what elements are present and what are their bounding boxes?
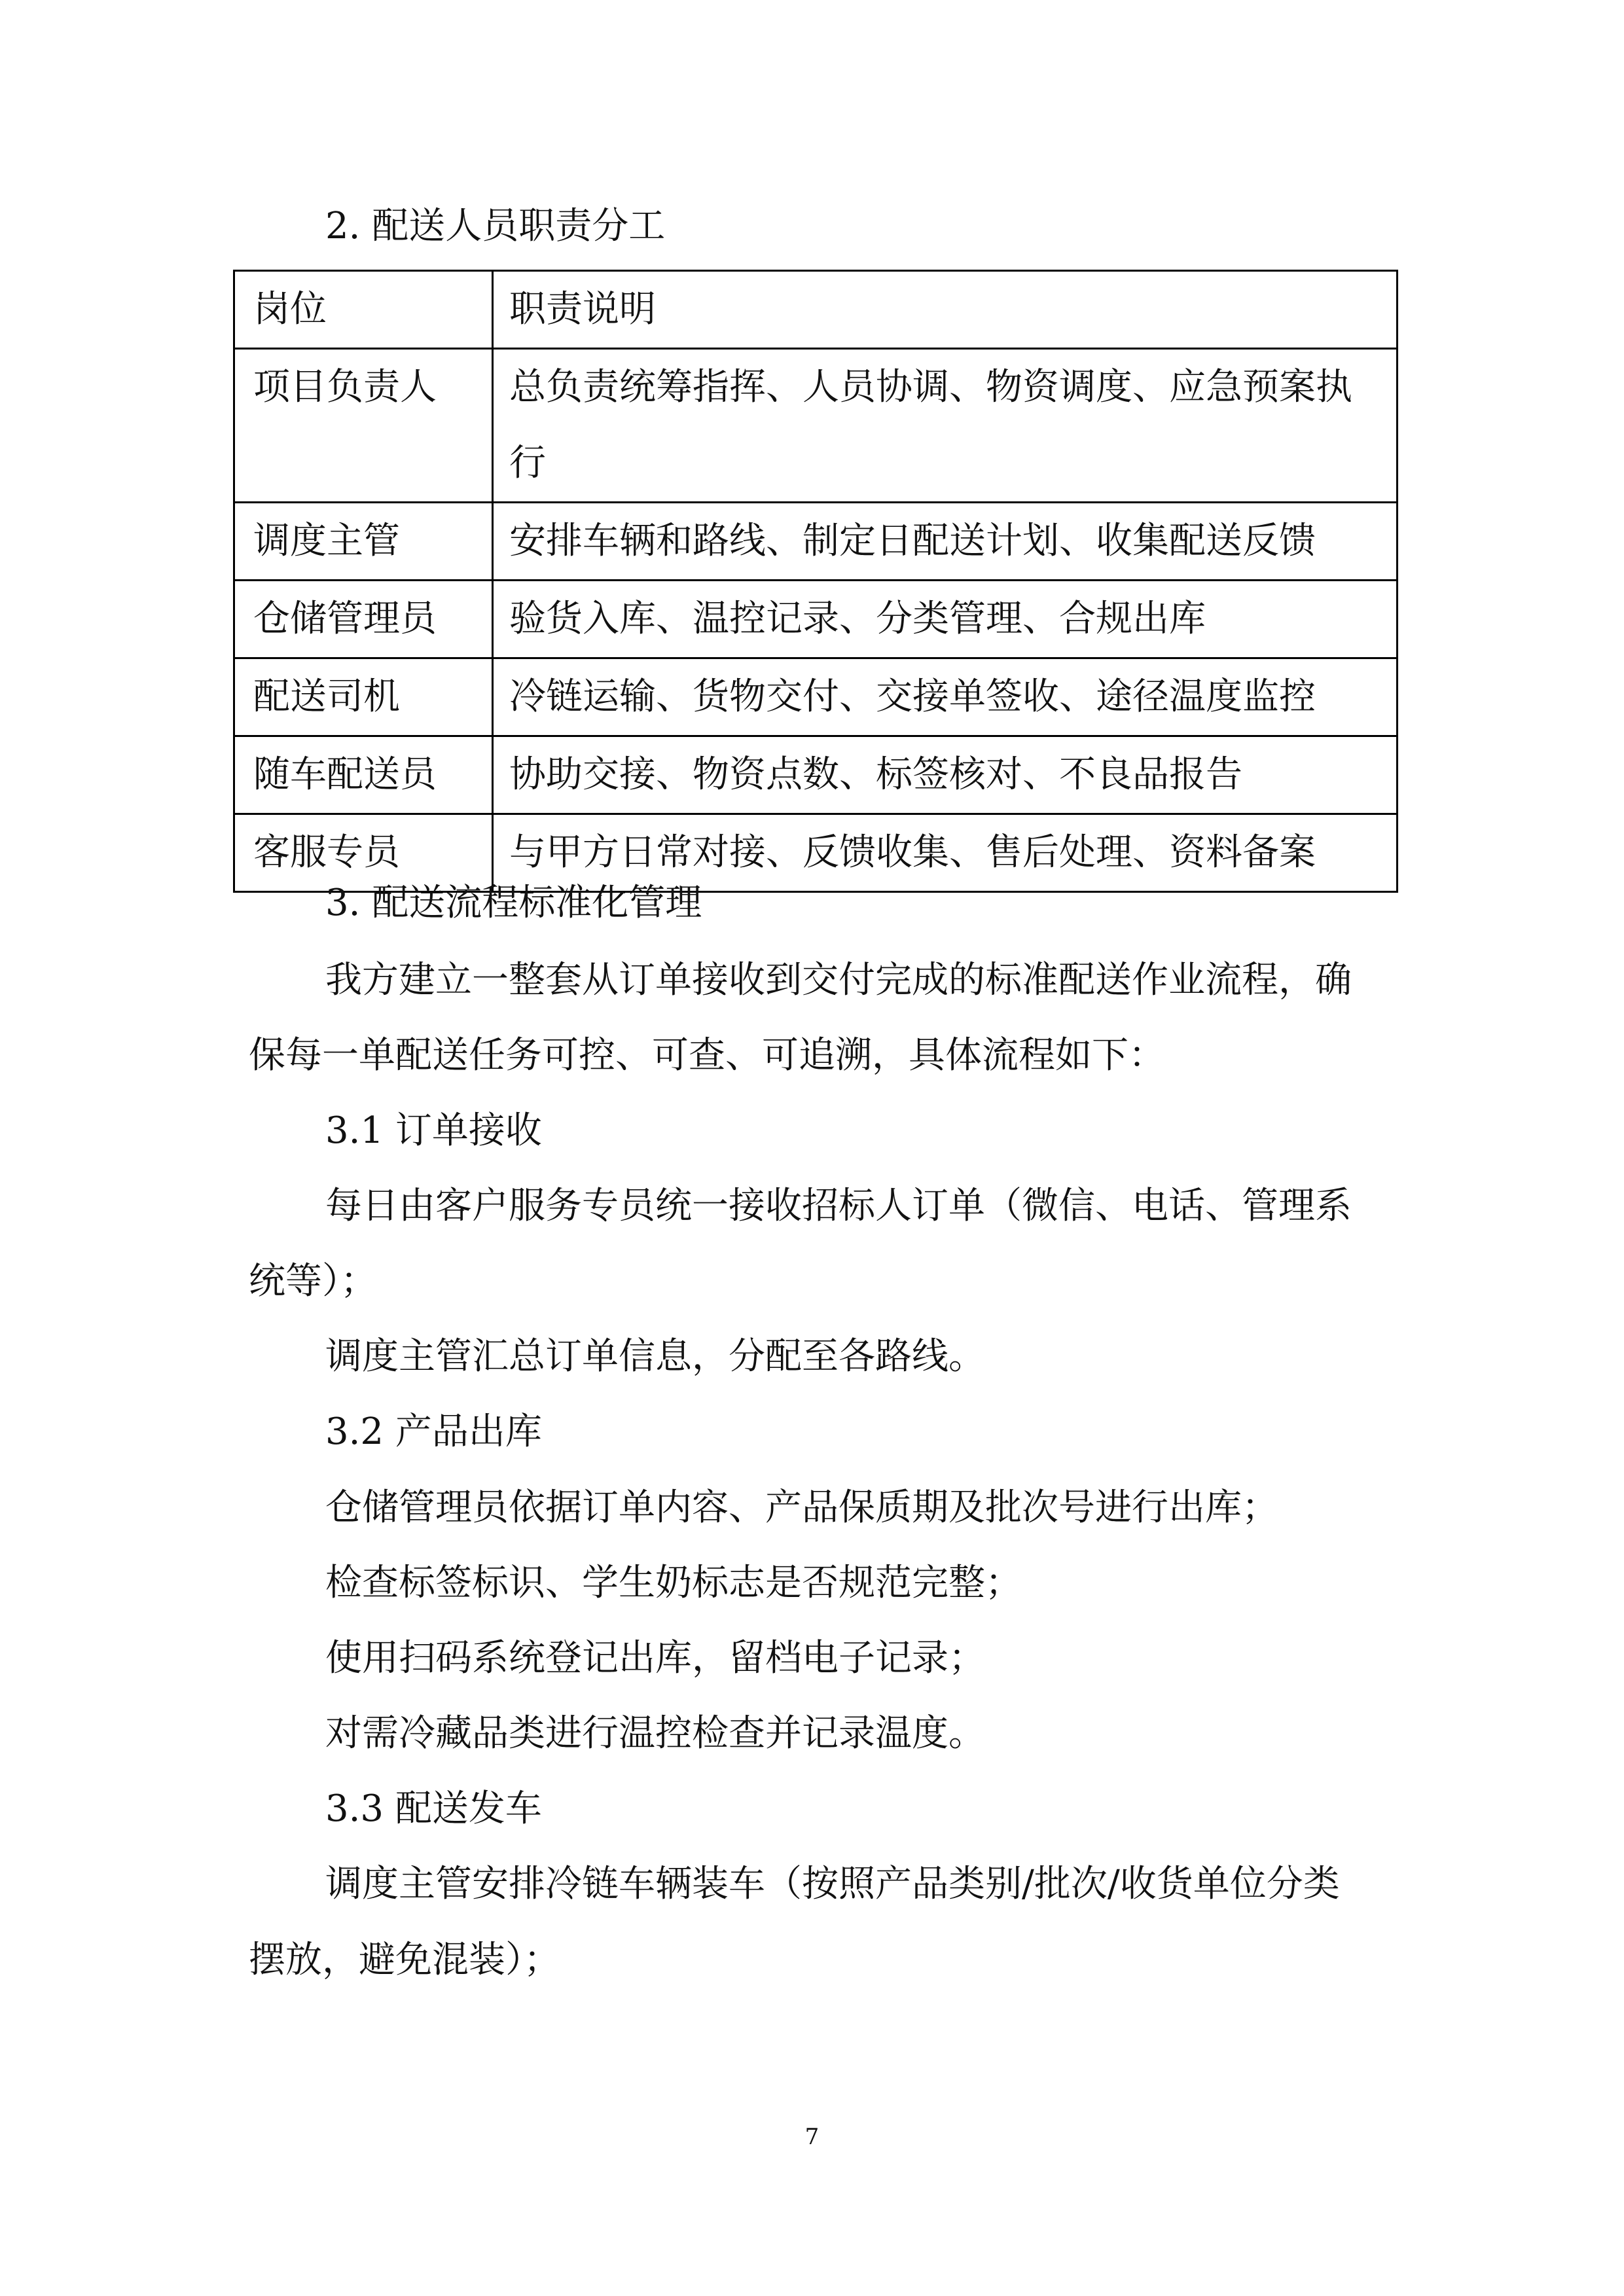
table-cell-duty: 总负责统筹指挥、人员协调、物资调度、应急预案执行 (493, 349, 1398, 503)
table-cell-duty: 与甲方日常对接、反馈收集、售后处理、资料备案 (493, 814, 1398, 892)
table-cell-role: 客服专员 (234, 814, 493, 892)
table-header-cell: 职责说明 (493, 271, 1398, 349)
table-header-cell: 岗位 (234, 271, 493, 349)
section-heading: 3. 配送流程标准化管理 (325, 882, 702, 924)
page-number: 7 (804, 2124, 820, 2150)
paragraph-line: 检查标签标识、学生奶标志是否规范完整； (325, 1562, 1022, 1604)
paragraph-line: 使用扫码系统登记出库，留档电子记录； (325, 1637, 985, 1679)
table-row (234, 349, 1398, 503)
table-cell-role: 调度主管 (234, 503, 493, 581)
table-cell-duty: 验货入库、温控记录、分类管理、合规出库 (493, 581, 1398, 658)
table-row (234, 503, 1398, 581)
table-cell-duty: 安排车辆和路线、制定日配送计划、收集配送反馈 (493, 503, 1398, 581)
paragraph-line: 摆放，避免混装）； (249, 1939, 560, 1981)
table-row (234, 658, 1398, 736)
table-row (234, 814, 1398, 892)
paragraph-line: 我方建立一整套从订单接收到交付完成的标准配送作业流程，确 (325, 959, 1352, 1001)
duty-table (233, 270, 1398, 893)
table-cell-duty: 冷链运输、货物交付、交接单签收、途径温度监控 (493, 658, 1398, 736)
paragraph-line: 保每一单配送任务可控、可查、可追溯，具体流程如下： (249, 1034, 1165, 1077)
table-header-row (234, 271, 1398, 349)
paragraph-line: 对需冷藏品类进行温控检查并记录温度。 (325, 1712, 985, 1755)
table-row (234, 736, 1398, 814)
paragraph-line: 调度主管安排冷链车辆装车（按照产品类别/批次/收货单位分类 (325, 1863, 1340, 1905)
table-cell-role: 仓储管理员 (234, 581, 493, 658)
subsection-heading: 3.2 产品出库 (325, 1410, 542, 1453)
paragraph-line: 调度主管汇总订单信息，分配至各路线。 (325, 1335, 985, 1378)
table-row (234, 581, 1398, 658)
paragraph-line: 统等）； (249, 1260, 377, 1302)
subsection-heading: 3.1 订单接收 (325, 1109, 542, 1152)
section-heading: 2. 配送人员职责分工 (325, 205, 666, 247)
table-cell-role: 项目负责人 (234, 349, 493, 503)
table-cell-duty: 协助交接、物资点数、标签核对、不良品报告 (493, 736, 1398, 814)
subsection-heading: 3.3 配送发车 (325, 1787, 542, 1830)
paragraph-line: 每日由客户服务专员统一接收招标人订单（微信、电话、管理系 (325, 1185, 1352, 1227)
table-cell-role: 配送司机 (234, 658, 493, 736)
table-cell-role: 随车配送员 (234, 736, 493, 814)
paragraph-line: 仓储管理员依据订单内容、产品保质期及批次号进行出库； (325, 1486, 1278, 1529)
